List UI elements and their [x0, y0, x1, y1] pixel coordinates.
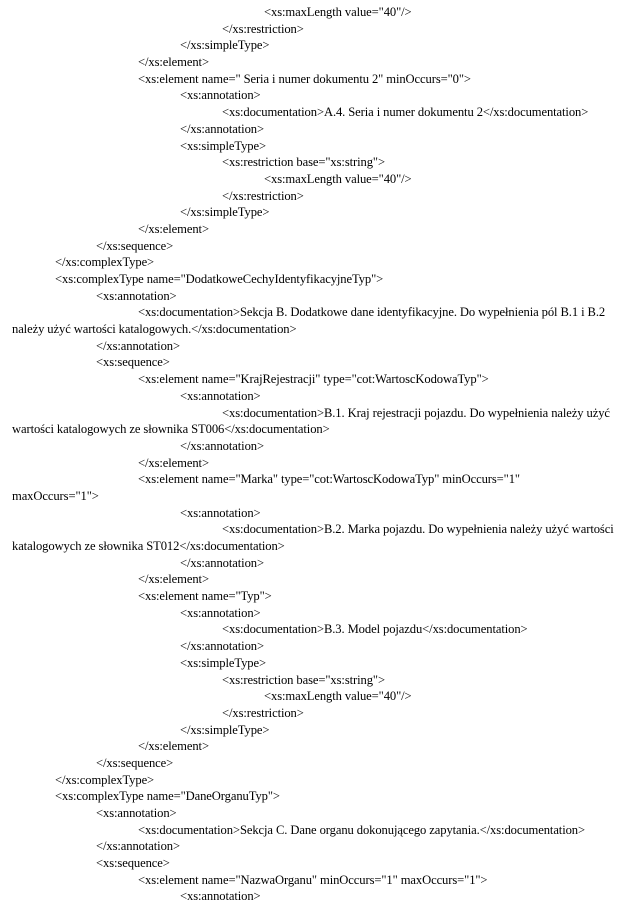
code-line: </xs:complexType> — [55, 255, 155, 270]
code-line: <xs:documentation>B.1. Kraj rejestracji pojazdu. Do wypełnienia należy użyć — [222, 405, 610, 420]
code-line: <xs:element name="Typ"> — [138, 589, 272, 604]
code-line: <xs:documentation>B.3. Model pojazdu</xs:documentation> — [222, 622, 528, 637]
code-line: </xs:annotation> — [180, 555, 264, 570]
code-line: <xs:maxLength value="40"/> — [264, 689, 412, 704]
code-line: </xs:annotation> — [180, 639, 264, 654]
code-line: katalogowych ze słownika ST012</xs:documentation> — [12, 539, 285, 553]
code-line: </xs:sequence> — [96, 238, 174, 253]
code-line: <xs:restriction base="xs:string"> — [222, 155, 385, 170]
code-line: <xs:element name="NazwaOrganu" minOccurs="1" maxOccurs="1"> — [138, 872, 488, 887]
code-line: <xs:sequence> — [96, 355, 170, 370]
code-line: </xs:simpleType> — [180, 38, 270, 53]
code-line: należy użyć wartości katalogowych.</xs:documentation> — [12, 322, 297, 337]
code-line: </xs:element> — [138, 572, 209, 587]
code-line: </xs:restriction> — [222, 705, 304, 720]
code-line: <xs:element name=" Seria i numer dokumentu 2" minOccurs="0"> — [138, 71, 471, 86]
code-line: </xs:simpleType> — [180, 205, 270, 220]
code-line: </xs:element> — [138, 55, 209, 70]
code-line: <xs:simpleType> — [180, 655, 266, 670]
code-line: <xs:annotation> — [180, 605, 261, 620]
code-line: </xs:element> — [138, 739, 209, 754]
code-line: <xs:documentation>B.2. Marka pojazdu. Do wypełnienia należy użyć wartości — [222, 522, 614, 537]
code-line: </xs:simpleType> — [180, 722, 270, 737]
code-line: <xs:documentation>Sekcja B. Dodatkowe dane identyfikacyjne. Do wypełnienia pól B.1 i B.2 — [138, 305, 606, 320]
code-line: <xs:simpleType> — [180, 138, 266, 153]
code-line: </xs:element> — [138, 221, 209, 236]
code-line: <xs:annotation> — [180, 505, 261, 520]
code-line: <xs:annotation> — [180, 88, 261, 103]
code-line: <xs:documentation>Sekcja C. Dane organu dokonującego zapytania.</xs:documentation> — [138, 822, 586, 837]
code-line: </xs:element> — [138, 455, 209, 470]
code-line: <xs:annotation> — [180, 889, 261, 904]
code-line: </xs:sequence> — [96, 755, 174, 770]
code-line: <xs:annotation> — [180, 388, 261, 403]
code-line: <xs:maxLength value="40"/> — [264, 5, 412, 19]
code-line: <xs:annotation> — [96, 806, 177, 820]
code-line: </xs:annotation> — [180, 438, 264, 453]
code-line: </xs:restriction> — [222, 188, 304, 203]
code-line: </xs:annotation> — [96, 338, 180, 353]
code-line: maxOccurs="1"> — [12, 488, 99, 503]
code-line: <xs:maxLength value="40"/> — [264, 171, 412, 186]
code-line: <xs:annotation> — [96, 288, 177, 303]
code-line: </xs:annotation> — [96, 839, 180, 854]
code-line: <xs:complexType name="DodatkoweCechyIdentyfikacyjneTyp"> — [55, 272, 384, 286]
code-line: <xs:element name="KrajRejestracji" type="cot:WartoscKodowaTyp"> — [138, 372, 489, 387]
code-line: </xs:complexType> — [55, 772, 155, 787]
xml-schema-listing — [0, 4, 643, 905]
code-line: <xs:element name="Marka" type="cot:WartoscKodowaTyp" minOccurs="1" — [138, 472, 520, 487]
code-line: </xs:annotation> — [180, 121, 264, 136]
code-line: </xs:restriction> — [222, 21, 304, 36]
code-line: <xs:complexType name="DaneOrganuTyp"> — [55, 789, 280, 804]
code-line: wartości katalogowych ze słownika ST006</xs:documentation> — [12, 422, 330, 437]
code-line: <xs:sequence> — [96, 856, 170, 871]
code-line: <xs:documentation>A.4. Seria i numer dokumentu 2</xs:documentation> — [222, 105, 589, 120]
code-line: <xs:restriction base="xs:string"> — [222, 672, 385, 687]
